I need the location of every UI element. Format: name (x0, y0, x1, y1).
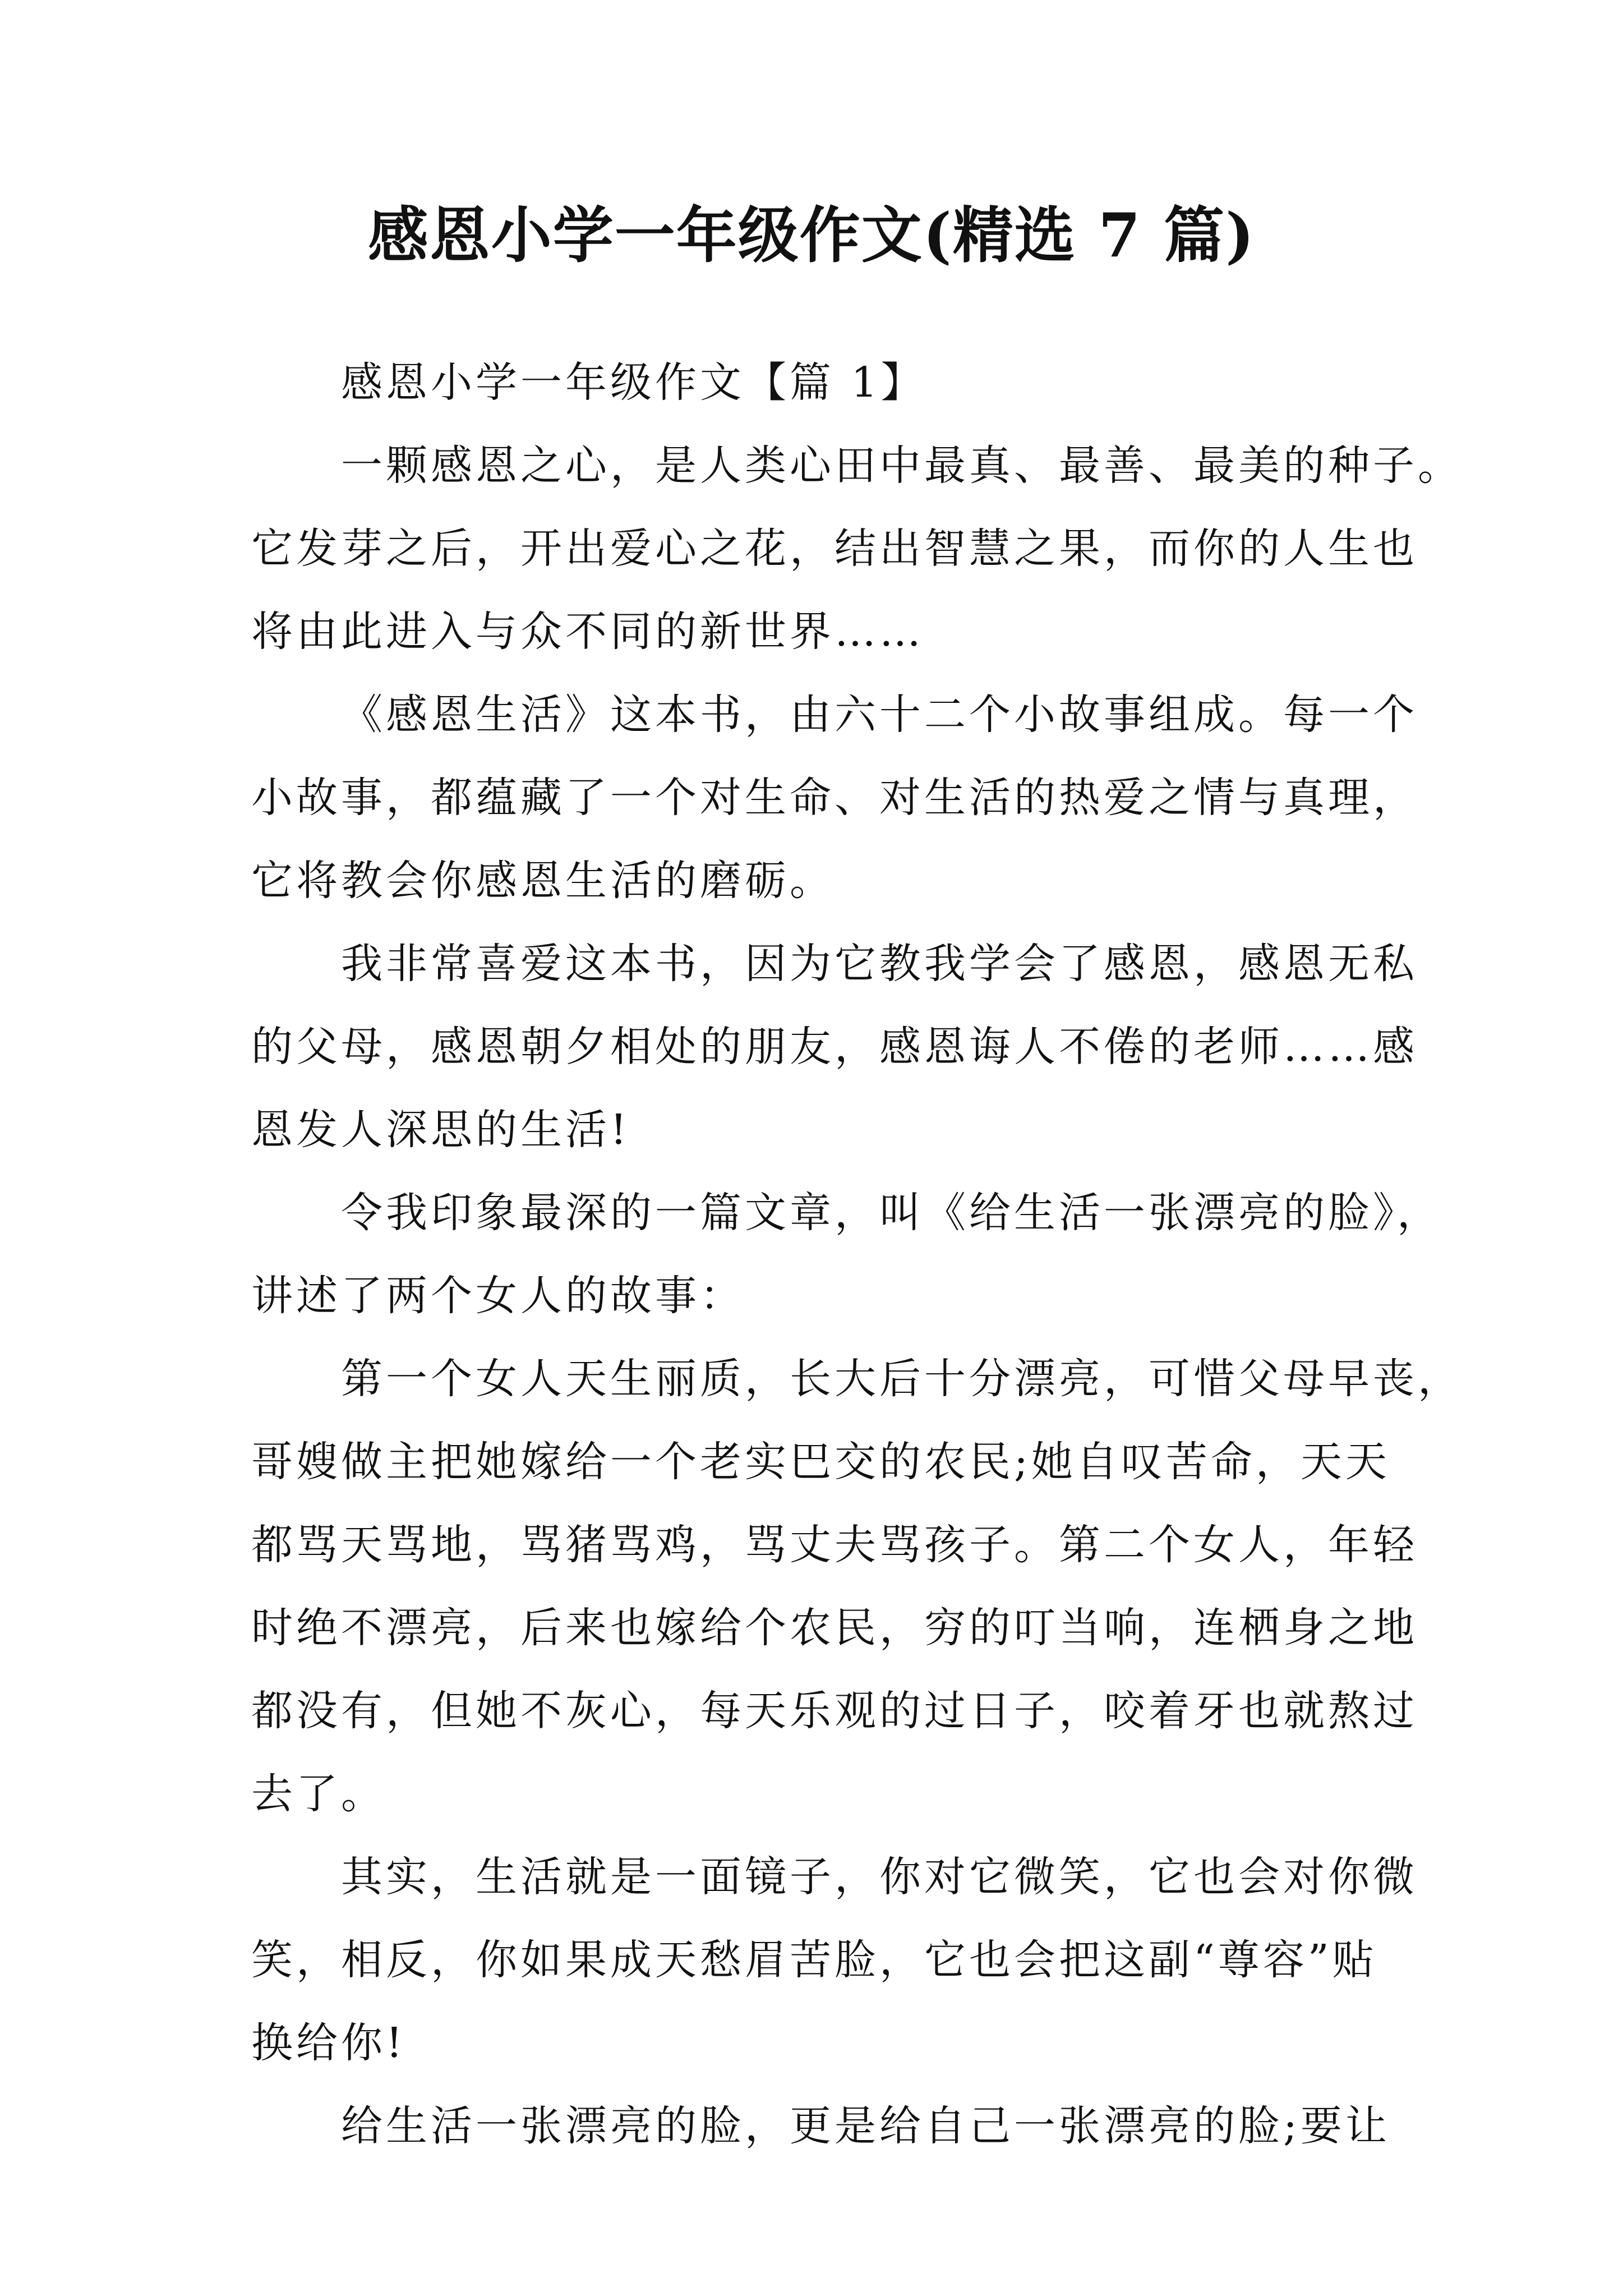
text-line: 都没有，但她不灰心，每天乐观的过日子，咬着牙也就熬过 (251, 1687, 1418, 1735)
text-line: 感恩小学一年级作文【篇 1】 (341, 358, 926, 407)
text-line: 哥嫂做主把她嫁给一个老实巴交的农民;她自叹苦命，天天 (251, 1438, 1390, 1486)
text-line: 的父母，感恩朝夕相处的朋友，感恩诲人不倦的老师……感 (251, 1023, 1418, 1071)
text-line: 讲述了两个女人的故事： (251, 1272, 745, 1320)
text-line: 换给你! (251, 2019, 406, 2067)
paragraph-4 (251, 1171, 1442, 1337)
paragraph-2 (251, 673, 1418, 922)
document-title: 感恩小学一年级作文(精选 7 篇) (367, 200, 1256, 271)
text-line: 令我印象最深的一篇文章，叫《给生活一张漂亮的脸》， (341, 1189, 1442, 1237)
text-line: 《感恩生活》这本书，由六十二个小故事组成。每一个 (341, 691, 1418, 739)
text-line: 一颗感恩之心，是人类心田中最真、最善、最美的种子。 (341, 441, 1463, 490)
text-line: 都骂天骂地，骂猪骂鸡，骂丈夫骂孩子。第二个女人，年轻 (251, 1521, 1418, 1569)
paragraph-6 (251, 1835, 1418, 2085)
text-line: 去了。 (251, 1770, 386, 1818)
text-line: 给生活一张漂亮的脸，更是给自己一张漂亮的脸;要让 (341, 2102, 1390, 2150)
text-line: 其实，生活就是一面镜子，你对它微笑，它也会对你微 (341, 1853, 1418, 1901)
text-line: 小故事，都蕴藏了一个对生命、对生活的热爱之情与真理， (251, 774, 1418, 822)
text-line: 时绝不漂亮，后来也嫁给个农民，穷的叮当响，连栖身之地 (251, 1604, 1418, 1652)
text-line: 它将教会你感恩生活的磨砺。 (251, 857, 834, 905)
text-line: 笑，相反，你如果成天愁眉苦脸，它也会把这副“尊容”贴 (251, 1936, 1377, 1984)
text-line: 恩发人深思的生活! (251, 1106, 630, 1154)
section-heading (251, 341, 1390, 424)
text-line: 它发芽之后，开出爱心之花，结出智慧之果，而你的人生也 (251, 524, 1418, 573)
text-line: 将由此进入与众不同的新世界…… (251, 608, 924, 656)
paragraph-7 (251, 2085, 1390, 2168)
document-body (251, 341, 1463, 2168)
paragraph-1 (251, 424, 1463, 673)
text-line: 第一个女人天生丽质，长大后十分漂亮，可惜父母早丧， (341, 1355, 1463, 1403)
paragraph-5 (251, 1337, 1463, 1835)
paragraph-3 (251, 922, 1418, 1171)
text-line: 我非常喜爱这本书，因为它教我学会了感恩，感恩无私 (341, 940, 1418, 988)
